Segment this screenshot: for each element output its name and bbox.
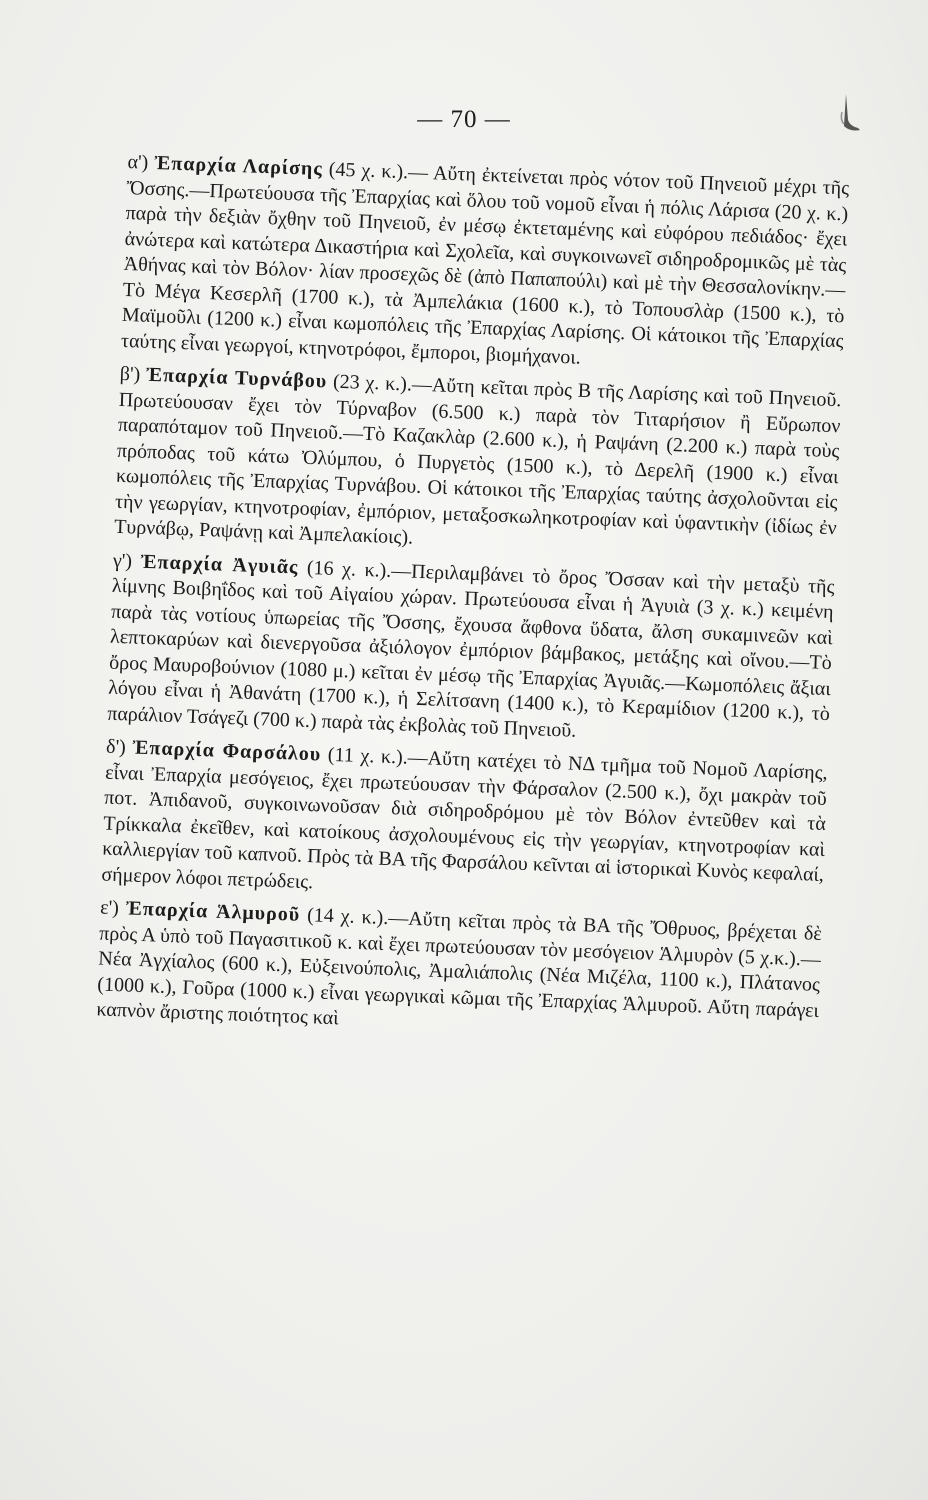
section-almyros xyxy=(96,895,822,1049)
section-marker: γ') xyxy=(112,549,133,572)
section-marker: ε') xyxy=(99,896,120,920)
section-agyia xyxy=(107,548,835,753)
section-body: (23 χ. κ.).—Αὔτη κεῖται πρὸς Β τῆς Λαρίσης καὶ τοῦ Πηνειοῦ. Πρωτεύουσαν ἔχει τὸν Τύρναβον (6.500 κ.) παρὰ τὸν Τιταρήσιον ἢ Εὔρωπον παραπόταμον τοῦ Πηνειοῦ.—Τὸ Καζακλὰρ (2.600 κ.), ἡ Ραψάνη (2.200 κ.) παρὰ τοὺς πρόποδας τοῦ κάτω Ὀλύμπου, ὁ Πυργετὸς (1500 κ.), τὸ Δερελῆ (1900 κ.) εἶναι κωμοπόλεις τῆς Ἐπαρχίας Τυρνάβου. Οἱ κάτοικοι τῆς Ἐπαρχίας ταύτης ἀσχολοῦνται εἰς τὴν γεωργίαν, κτηνοτροφίαν, ἐμπόριον, μεταξοσκωληκοτροφίαν καὶ ὑφαντικὴν (ἰδίως ἐν Τυρνάβῳ, Ραψάνῃ καὶ Ἀμπελακίοις). xyxy=(113,370,842,549)
section-body: (45 χ. κ.).— Αὔτη ἐκτείνεται πρὸς νότον τοῦ Πηνειοῦ μέχρι τῆς Ὄσσης.—Πρωτεύουσα τῆς Ἐπαρχίας καὶ ὅλου τοῦ νομοῦ εἶναι ἡ πόλις Λάρισα (20 χ. κ.) παρὰ τὴν δεξιὰν ὄχθην τοῦ Πηνειοῦ, ἐν μέσῳ ἐκτεταμένης καὶ εὐφόρου πεδιάδος· ἔχει ἀνώτερα καὶ κατώτερα Δικαστήρια καὶ Σχολεῖα, καὶ συγκοινωνεῖ σιδηροδρομικῶς μὲ τὰς Ἀθήνας καὶ τὸν Βόλον· λίαν προσεχῶς δὲ (ἀπὸ Παπαπούλι) καὶ μὲ τὴν Θεσσαλονίκην.—Τὸ Μέγα Κεσερλῆ (1700 κ.), τὰ Ἀμπελάκια (1600 κ.), τὸ Τοπουσλὰρ (1500 κ.), τὸ Μαϊμοῦλι (1200 κ.) εἶναι κωμοπόλεις τῆς Ἐπαρχίας Λαρίσης. Οἱ κάτοικοι τῆς Ἐπαρχίας ταύτης εἶναι γεωργοί, κτηνοτρόφοι, ἔμποροι, βιομήχανοι. xyxy=(120,158,850,369)
section-farsala xyxy=(101,735,828,914)
section-tyrnavos xyxy=(114,362,842,567)
section-larisa xyxy=(121,150,850,380)
section-heading: Ἐπαρχία Φαρσάλου xyxy=(132,736,322,766)
section-heading: Ἐπαρχία Ἀγυιᾶς xyxy=(140,550,299,579)
section-heading: Ἐπαρχία Τυρνάβου xyxy=(145,363,328,393)
section-marker: β') xyxy=(119,362,141,386)
section-heading: Ἐπαρχία Ἁλμυροῦ xyxy=(125,897,301,926)
section-body: (14 χ. κ.).—Αὔτη κεῖται πρὸς τὰ ΒΑ τῆς Ὄθρυος, βρέχεται δὲ πρὸς Α ὑπὸ τοῦ Παγασιτικοῦ κ. καὶ ἔχει πρωτεύουσαν τὸν μεσόγειον Ἁλμυρὸν (5 χ.κ.).—Νέα Ἀγχίαλος (600 κ.), Εὐξεινούπολις, Ἀμαλιάπολις (Νέα Μιζέλα, 1100 κ.), Πλάτανος (1000 κ.), Γοῦρα (1000 κ.) εἶναι γεωργικαὶ κῶμαι τῆς Ἐπαρχίας Ἁλμυροῦ. Αὔτη παράγει καπνὸν ἄριστης ποιότητος καὶ xyxy=(96,904,823,1030)
body-text xyxy=(96,150,850,1049)
section-marker: δ') xyxy=(105,735,127,759)
section-body: (11 χ. κ.).—Αὔτη κατέχει τὸ ΝΔ τμῆμα τοῦ Νομοῦ Λαρίσης, εἶναι Ἐπαρχία μεσόγειος, ἔχει πρωτεύουσαν τὴν Φάρσαλον (2.500 κ.), ὄχι μακρὰν τοῦ ποτ. Ἀπιδανοῦ, συγκοινωνοῦσαν διὰ σιδηροδρόμου μὲ τὸν Βόλον ἐντεῦθεν καὶ τὰ Τρίκκαλα ἐκεῖθεν, καὶ κατοίκους ἀσχολουμένους εἰς τὴν γεωργίαν, κτηνοτροφίαν καὶ καλλιεργίαν τοῦ καπνοῦ. Πρὸς τὰ ΒΑ τῆς Φαρσάλου κεῖνται αἱ ἱστορικαὶ Κυνὸς κεφαλαί, σήμερον λόφοι πετρώδεις. xyxy=(101,743,829,893)
section-body: (16 χ. κ.).—Περιλαμβάνει τὸ ὄρος Ὄσσαν καὶ τὴν μεταξὺ τῆς λίμνης Βοιβηΐδος καὶ τοῦ Αἰγαίου χώραν. Πρωτεύουσα εἶναι ἡ Ἀγυιὰ (3 χ. κ.) κειμένη παρὰ τὰς νοτίους ὑπωρείας τῆς Ὄσσης, ἔχουσα ἄφθονα ὕδατα, ἄλση συκαμινεῶν καὶ λεπτοκαρύων καὶ διενεργοῦσα ἀξιόλογον ἐμπόριον βάμβακος, μετάξης καὶ οἴνου.—Τὸ ὄρος Μαυροβούνιον (1080 μ.) κεῖται ἐν μέσῳ τῆς Ἐπαρχίας Ἀγυιᾶς.—Κωμοπόλεις ἄξιαι λόγου εἶναι ἡ Ἀθανάτη (1700 κ.), ἡ Σελίτσανη (1400 κ.), τὸ Κεραμίδιον (1200 κ.), τὸ παράλιον Τσάγεζι (700 κ.) παρὰ τὰς ἐκβολὰς τοῦ Πηνειοῦ. xyxy=(106,556,835,742)
section-marker: α') xyxy=(127,150,149,174)
ink-mark-icon xyxy=(838,92,862,132)
page-number: — 70 — xyxy=(417,106,511,133)
section-heading: Ἐπαρχία Λαρίσης xyxy=(153,151,324,181)
